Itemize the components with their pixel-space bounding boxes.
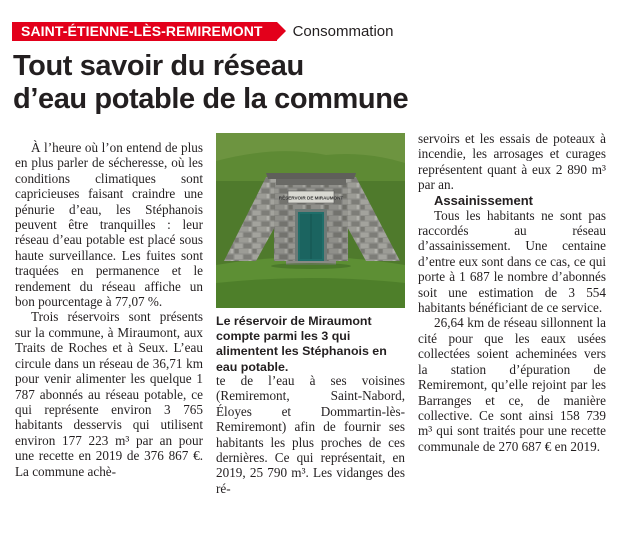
paragraph: Tous les habitants ne sont pas raccordés au réseau d’assainissement. Une centaine d’entre eux sont dans ce cas, ce qui porte à 1 687 le nombre d’abonnés soit une estimation de 3 554 habitants bénéficiant de ce service. bbox=[418, 207, 606, 316]
article-column-3 bbox=[418, 131, 606, 454]
paragraph: À l’heure où l’on entend de plus en plus parler de sécheresse, où les conditions climatiques sont capricieuses faisant craindre une pénurie d’eau, les Stéphanois peuvent être tranquilles : leur réseau d’eau potable est placé sous haute surveillance. Les fuites sont traquées en permanence et le rendement du réseau affiche un bon pourcentage à 77,07 %. bbox=[15, 140, 203, 310]
article-column-2 bbox=[216, 373, 405, 496]
headline-line-2: d’eau potable de la commune bbox=[13, 83, 409, 115]
paragraph: 26,64 km de réseau sillonnent la cité pour que les eaux usées collectées soient acheminées vers la station d’épuration de Remiremont, qu’elle rejoint par les Barranges et ce, de manière collective. Ce sont ainsi 158 739 m³ qui sont traités pour une recette communale de 270 687 € en 2019. bbox=[418, 315, 606, 454]
article-column-1 bbox=[15, 140, 203, 479]
location-tag: SAINT-ÉTIENNE-LÈS-REMIREMONT bbox=[12, 22, 277, 41]
subheading-assainissement: Assainissement bbox=[434, 192, 533, 208]
headline bbox=[13, 50, 603, 116]
paragraph: te de l’eau à ses voisines (Remiremont, Saint-Nabord, Éloyes et Dommartin-lès-Remiremont) afin de fournir ses habitants les plus proches de ces dernières. Ce qui représentait, en 2019, 25 790 m³. Les vidanges des ré- bbox=[216, 373, 405, 496]
kicker bbox=[12, 22, 393, 41]
paragraph: servoirs et les essais de poteaux à incendie, les arrosages et curages représentent quant à eux 2 890 m³ par an. bbox=[418, 131, 606, 193]
photo-caption: Le réservoir de Miraumont compte parmi les 3 qui alimentent les Stéphanois en eau potable. bbox=[216, 314, 387, 374]
reservoir-photo bbox=[216, 133, 405, 308]
reservoir-sign-text: RÉSERVOIR DE MIRAUMONT bbox=[278, 195, 344, 201]
headline-line-1: Tout savoir du réseau bbox=[13, 50, 304, 82]
section-label: Consommation bbox=[292, 23, 394, 40]
paragraph: Trois réservoirs sont présents sur la commune, à Miraumont, aux Traits de Roches et à Seux. L’eau circule dans un réseau de 36,71 km pour venir alimenter les quelque 1 787 abonnés au réseau potable, ce qui représente environ 3 765 habitants desservis qui utilisent environ 177 223 m³ par an pour une recette en 2019 de 376 867 €. La commune achè- bbox=[15, 309, 203, 479]
